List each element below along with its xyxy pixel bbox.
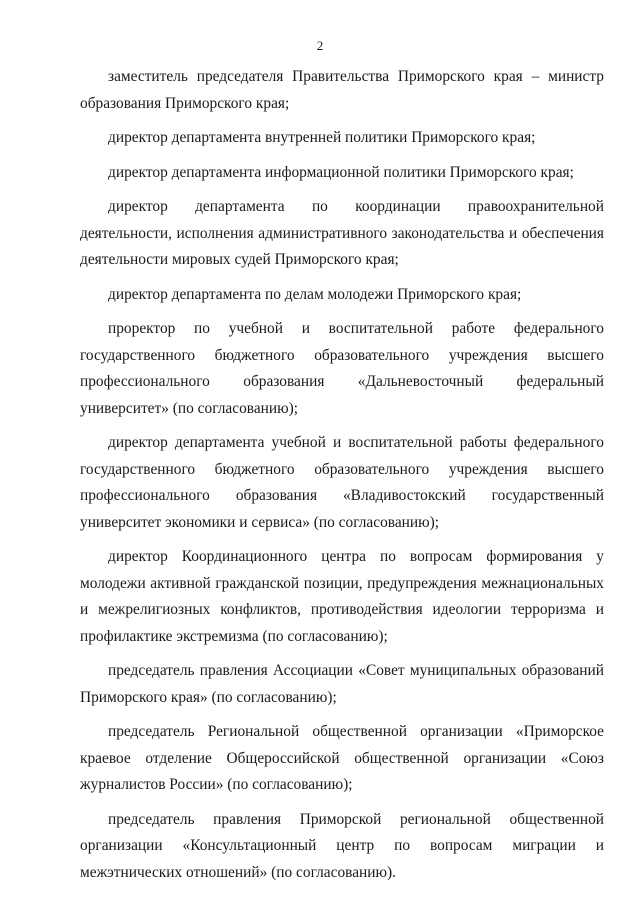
list-item: директор Координационного центра по вопросам формирования у молодежи активной гражданской позиции, предупреждения межнациональных и межрелигиозных конфликтов, противодействия идеологии терроризма и профилактике экстремизма (по согласованию); — [80, 548, 604, 645]
list-item: заместитель председателя Правительства Приморского края – министр образования Приморского края; — [80, 68, 604, 112]
list-item: председатель правления Ассоциации «Совет муниципальных образований Приморского края» (по согласованию); — [80, 662, 604, 706]
list-item: проректор по учебной и воспитательной работе федерального государственного бюджетного образовательного учреждения высшего профессионального образования «Дальневосточный федеральный университет» (по согласованию); — [80, 320, 604, 417]
list-item: директор департамента учебной и воспитательной работы федерального государственного бюджетного образовательного учреждения высшего профессионального образования «Владивостокский государственный университет экономики и сервиса» (по согласованию); — [80, 434, 604, 531]
list-item: председатель Региональной общественной организации «Приморское краевое отделение Общероссийской общественной организации «Союз журналистов России» (по согласованию); — [80, 723, 604, 793]
list-item: директор департамента по координации правоохранительной деятельности, исполнения административного законодательства и обеспечения деятельности мировых судей Приморского края; — [80, 198, 604, 268]
list-item: председатель правления Приморской региональной общественной организации «Консультационный центр по вопросам миграции и межэтнических отношений» (по согласованию). — [80, 810, 604, 881]
page-number: 2 — [316, 38, 324, 53]
list-item: директор департамента информационной политики Приморского края; — [108, 163, 574, 181]
list-item: директор департамента по делам молодежи Приморского края; — [108, 285, 522, 303]
list-item: директор департамента внутренней политики Приморского края; — [108, 129, 536, 146]
document-body — [80, 64, 604, 894]
